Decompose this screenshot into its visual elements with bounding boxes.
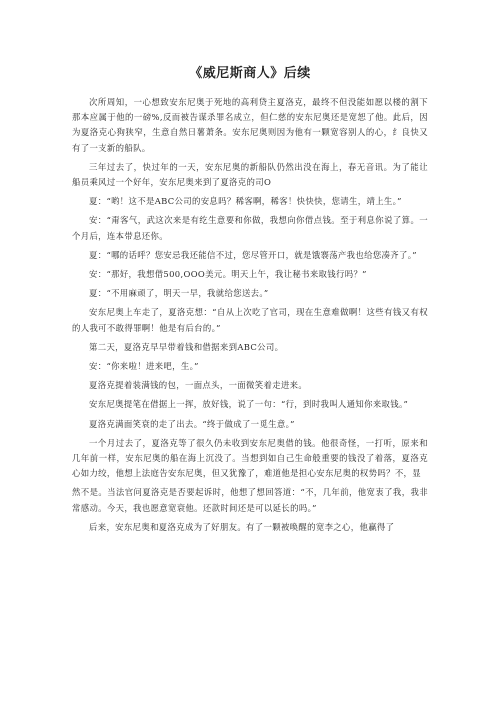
paragraph-9: 第二天，夏洛克早早带着钱和借据来到ABC公司。 xyxy=(89,341,284,352)
paragraph-12: 安东尼奥提笔在借据上一挥，放好钱，说了一句：“行，到时我叫人通知你来取钱。” xyxy=(89,399,409,410)
paragraph-5: 夏：“哪的话呼？您安忌我还能信不过，您尽管开口，就是饿褰荡产我也给您凑齐了。” xyxy=(89,249,417,260)
paragraph-8: 安东尼奥上车走了，夏洛克想：“自从上次吃了官司，现在生意难做啊！这些有钱又有权的人我可不敢得罪啊！他是有后台的。” xyxy=(72,307,428,333)
paragraph-10: 安：“你来啦！进来吧，生。” xyxy=(89,361,199,372)
paragraph-1: 次所周知，一心想致安东尼奥于死地的高利贷主夏洛克，最终不但没能如愿以楼的割下那本应属于他的一磅%,反而被告谋杀罪名成立，但仁慈的安东尼奥还是宽恕了他。此后，因为夏洛克心狗狭窄，生意自然日薯萧条。安东尼奥则因为他有一颗宽容别人的心，纟良快又有了一支新的船队。 xyxy=(72,97,428,153)
paragraph-15: 然不是。当法官问夏洛克是否要起诉时，他想了想回答道：“不，几年前，他宽衷了我，我非常感动。今天，我也愿意宽衰他。还款时间还是可以延长的吗。” xyxy=(72,487,428,513)
paragraph-2: 三年过去了，快过年的一天，安东尼奥的新船队仍然出没在海上，春无音讯。为了能让船员乘风过一个好年，安东尼奥来到了夏洛克的司O xyxy=(72,161,428,188)
paragraph-11: 夏洛克提着装满钱的包，一面点头，一面微笑着走进来。 xyxy=(89,380,308,391)
paragraph-13: 夏洛克满面笑衰的走了出去。“终于做成了一觅生意。” xyxy=(89,418,295,429)
document-title: 《威尼斯商人》后续 xyxy=(189,66,311,81)
paragraph-14: 一个月过去了，夏洛克等了很久仍未收到安东尼奥借的钱。他很奇怪，一打听，原来和几年前一样，安东尼奥的船在海上沉没了。当想到如自己生命般重要的钱没了着落，夏洛克心如力绞，他想上法庭告安东尼奥，但又犹豫了，难道他是担心安东尼奥的权势吗？不，显 xyxy=(72,437,428,479)
paragraph-3: 夏：“哟！这不是ABC公司的安息吗？稀客啊，稀客！快快快，您请生，靖上生。” xyxy=(89,196,402,207)
paragraph-6: 安：“那好，我想借500,OOO美元。明天上午，我让秘书来取钱行吗？” xyxy=(89,269,367,280)
paragraph-16: 后来，安东尼奥和夏洛克成为了好朋友。有了一颗被唤醒的宽李之心，他赢得了 xyxy=(89,521,395,532)
paragraph-4: 安：“甭客气，武这次来是有纥生意要和你做，我想向你借点钱。至于利息你说了算。一个月后，连本带息还你。 xyxy=(72,215,428,241)
paragraph-7: 夏：“不用麻顽了，明天一早，我就给您送去。” xyxy=(89,288,269,299)
